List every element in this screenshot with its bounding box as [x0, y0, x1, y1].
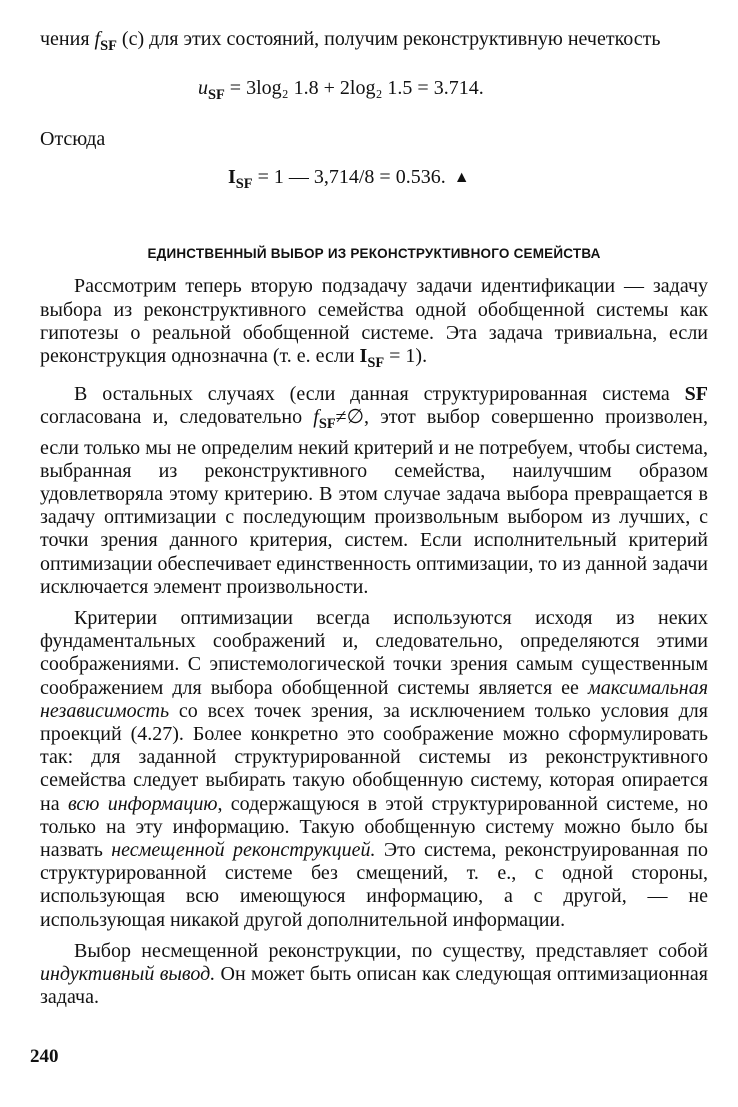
math-symbol: SF: [684, 383, 708, 406]
text-span: согласована и, следовательно: [40, 406, 314, 429]
paragraph-4: [40, 940, 708, 1010]
text-span: Рассмотрим теперь вторую подзадачу задачи идентификации — задачу выбора из реконструктивного семейства одной обобщенной системы как гипотезы о реальной обобщенной системе. Эта задача тривиальна, если реконструкция однозначна (т. е. если: [40, 275, 708, 367]
math-subscript: SF: [367, 354, 385, 371]
math-symbol: I: [359, 344, 368, 367]
italic-term: максимальная независимость: [40, 676, 708, 722]
text-span: Это система, реконструированная по структурированной системе без смещений, т. е., с одной стороны, использующая всю имеющуюся информацию, а с другой, — не использующая никакой другой дополнительной информации.: [40, 839, 708, 931]
math-symbol: u: [198, 77, 208, 100]
text-span: , содержащуюся в этой структурированной системе, но только на эту информацию. Такую обобщенную систему можно было бы назвать: [40, 792, 708, 862]
section-heading: ЕДИНСТВЕННЫЙ ВЫБОР ИЗ РЕКОНСТРУКТИВНОГО СЕМЕЙСТВА: [147, 246, 601, 262]
equation-identifiability: [228, 165, 708, 196]
text-span: ≠∅, этот выбор совершенно произволен, если только мы не определим некий критерий и не потребуем, чтобы система, выбранная из реконструктивного семейства, наилучшим образом удовлетворяла этому критерию. В этом случае задача выбора превращается в задачу оптимизации с последующим произвольным выбором из лучших, с точки зрения данного критерия, систем. Если исполнительный критерий оптимизации обеспечивает единственность оптимизации, то из данной задачи исключается элемент произвольности.: [40, 406, 709, 598]
equation-rhs: = 3log₂ 1.8 + 2log₂ 1.5 = 3.714.: [224, 77, 484, 100]
math-symbol: f: [94, 28, 101, 50]
paragraph-3: [40, 607, 708, 932]
paragraph-1: [40, 275, 708, 375]
math-subscript: SF: [318, 416, 336, 433]
math-subscript: SF: [208, 87, 225, 104]
text-span: В остальных случаях (если данная структурированная система: [74, 383, 685, 406]
page-body: [40, 28, 708, 1009]
equation-uncertainty: [198, 76, 708, 107]
math-subscript: SF: [100, 38, 117, 55]
math-symbol: f: [313, 406, 319, 429]
italic-term: всю информацию: [67, 792, 218, 815]
equation-rhs: = 1 — 3,714/8 = 0.536.: [252, 166, 446, 189]
text-span: со всех точек зрения, за исключением только условия для проекций (4.27). Более конкретно это соображение можно сформулировать так: для заданной структурированной системы из реконструктивного семейства следует выбирать такую обобщенную систему, которая опирается на: [40, 699, 708, 815]
text-span: Выбор несмещенной реконструкции, по существу, представляет собой: [74, 939, 708, 962]
math-symbol: I: [228, 166, 236, 189]
math-subscript: SF: [235, 176, 253, 193]
paragraph-2: [40, 383, 708, 599]
text-span: чения: [40, 28, 95, 50]
otsyuda-label: Отсюда: [40, 128, 106, 151]
text-span: Он может быть описан как следующая оптимизационная задача.: [40, 963, 708, 1009]
italic-term: несмещенной реконструкцией.: [111, 839, 376, 862]
page-number: 240: [30, 1046, 59, 1067]
end-of-example-mark: ▲: [453, 168, 470, 186]
paragraph-continuation: [40, 28, 708, 58]
text-span: (с) для этих состояний, получим реконструктивную нечеткость: [116, 28, 661, 50]
text-span: = 1).: [384, 344, 428, 367]
italic-term: индуктивный вывод.: [40, 963, 216, 986]
text-span: Критерии оптимизации всегда используются исходя из неких фундаментальных соображений и, следовательно, определяются этими соображениями. С эпистемологической точки зрения самым существенным соображением для выбора обобщенной системы является ее: [40, 607, 708, 699]
